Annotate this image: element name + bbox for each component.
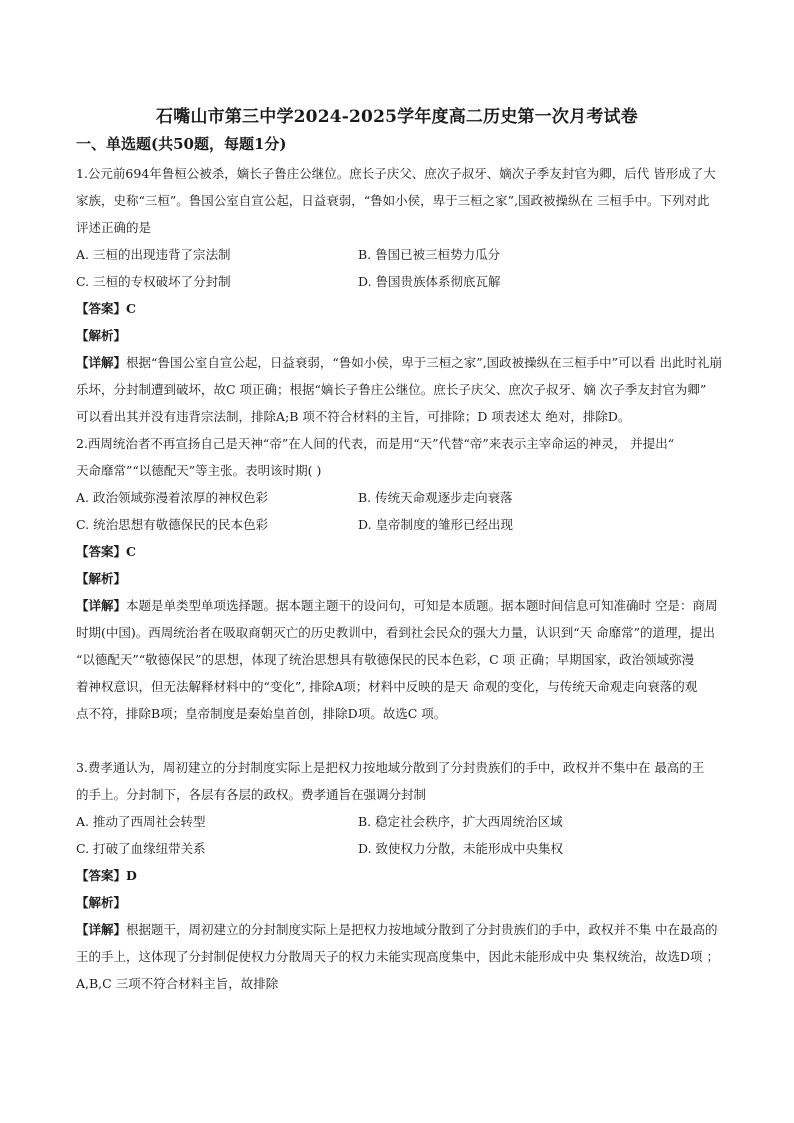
answer-label: 【答案】C (76, 544, 136, 559)
detail-line: 乐坏，分封制遭到破坏，故C 项正确；根据“嫡长子鲁庄公继位。庶长子庆父、庶次子叔牙、嫡 次子季友封官为卿” (76, 382, 707, 397)
option-b: B. 传统天命观逐步走向衰落 (358, 490, 513, 505)
options-grid (76, 241, 724, 295)
page-title: 石嘴山市第三中学2024-2025学年度高二历史第一次月考试卷 (156, 107, 638, 127)
detail-line: “以德配天”“敬德保民”的思想，体现了统治思想具有敬德保民的民本色彩，C 项 正确；早期国家，政治领域弥漫 (76, 652, 695, 667)
detail-tag: 【详解】 (76, 598, 127, 613)
detail-line: 着神权意识，但无法解释材料中的“变化”, 排除A项；材料中反映的是天 命观的变化，与传统天命观走向衰落的观 (76, 679, 698, 694)
detail-text: 根据题干，周初建立的分封制度实际上是把权力按地域分散到了分封贵族们的手中，政权并不集 中在最高的 (126, 922, 718, 937)
question-2 (76, 430, 724, 727)
question-stem-line: 天命靡常”“以德配天”等主张。表明该时期( ) (76, 463, 322, 478)
detail-line: 时期(中国)。西周统治者在吸取商朝灭亡的历史教训中，看到社会民众的强大力量，认识到“天 命靡常”的道理，提出 (76, 625, 716, 640)
options-grid (76, 808, 724, 862)
detail-line (76, 916, 724, 943)
option-c: C. 统治思想有敬德保民的民本色彩 (76, 517, 269, 532)
option-c: C. 打破了血缘纽带关系 (76, 841, 206, 856)
answer-label: 【答案】D (76, 868, 137, 883)
section-heading: 一、单选题(共50题，每题1分) (76, 135, 287, 153)
option-d: D. 致使权力分散，未能形成中央集权 (358, 841, 564, 856)
question-stem-line: 的手上。分封制下，各层有各层的政权。费孝通旨在强调分封制 (76, 787, 427, 802)
option-a: A. 政治领域弥漫着浓厚的神权色彩 (76, 490, 268, 505)
analysis-label: 【解析】 (76, 895, 127, 910)
analysis-label: 【解析】 (76, 328, 127, 343)
detail-line: 点不符，排除B项；皇帝制度是秦始皇首创，排除D项。故选C 项。 (76, 706, 447, 721)
detail-line (76, 349, 724, 376)
detail-line (76, 592, 724, 619)
question-stem-line: 3.费孝通认为，周初建立的分封制度实际上是把权力按地域分散到了分封贵族们的手中，政权并不集中在 最高的王 (76, 760, 705, 775)
question-1 (76, 160, 724, 430)
option-a: A. 推动了西周社会转型 (76, 814, 206, 829)
question-stem-line: 2.西周统治者不再宣扬自己是天神“帝”在人间的代表，而是用“天”代替“帝”来表示主宰命运的神灵， 并提出“ (76, 436, 675, 451)
detail-text: 本题是单类型单项选择题。据本题主题干的设问句，可知是本质题。据本题时间信息可知准确时 空是：商周 (126, 598, 718, 613)
option-d: D. 皇帝制度的雏形已经出现 (358, 517, 514, 532)
detail-tag: 【详解】 (76, 355, 127, 370)
detail-tag: 【详解】 (76, 922, 127, 937)
answer-label: 【答案】C (76, 301, 136, 316)
detail-text: 根据“鲁国公室自宣公起，日益衰弱，“鲁如小侯，卑于三桓之家”,国政被操纵在三桓手中”可以看 出此时礼崩 (126, 355, 723, 370)
detail-line: 王的手上，这体现了分封制促使权力分散周天子的权力未能实现高度集中，因此未能形成中央 集权统治，故选D项 ； (76, 949, 719, 964)
option-a: A. 三桓的出现违背了宗法制 (76, 247, 231, 262)
option-c: C. 三桓的专权破坏了分封制 (76, 274, 231, 289)
question-stem-line: 家族，史称“三桓”。鲁国公室自宣公起，日益衰弱，“鲁如小侯，卑于三桓之家”,国政被操纵在 三桓手中。下列对此 (76, 193, 710, 208)
question-3 (76, 754, 724, 997)
option-b: B. 鲁国已被三桓势力瓜分 (358, 247, 501, 262)
question-stem-line: 1.公元前694年鲁桓公被杀，嫡长子鲁庄公继位。庶长子庆父、庶次子叔牙、嫡次子季友封官为卿，后代 皆形成了大 (76, 166, 716, 181)
analysis-label: 【解析】 (76, 571, 127, 586)
options-grid (76, 484, 724, 538)
option-b: B. 稳定社会秩序，扩大西周统治区域 (358, 814, 563, 829)
question-stem-line: 评述正确的是 (76, 220, 152, 235)
detail-line: A,B,C 三项不符合材料主旨，故排除 (76, 976, 279, 991)
detail-line: 可以看出其并没有违背宗法制，排除A;B 项不符合材料的主旨，可排除；D 项表述太 绝对，排除D。 (76, 409, 631, 424)
option-d: D. 鲁国贵族体系彻底瓦解 (358, 274, 501, 289)
